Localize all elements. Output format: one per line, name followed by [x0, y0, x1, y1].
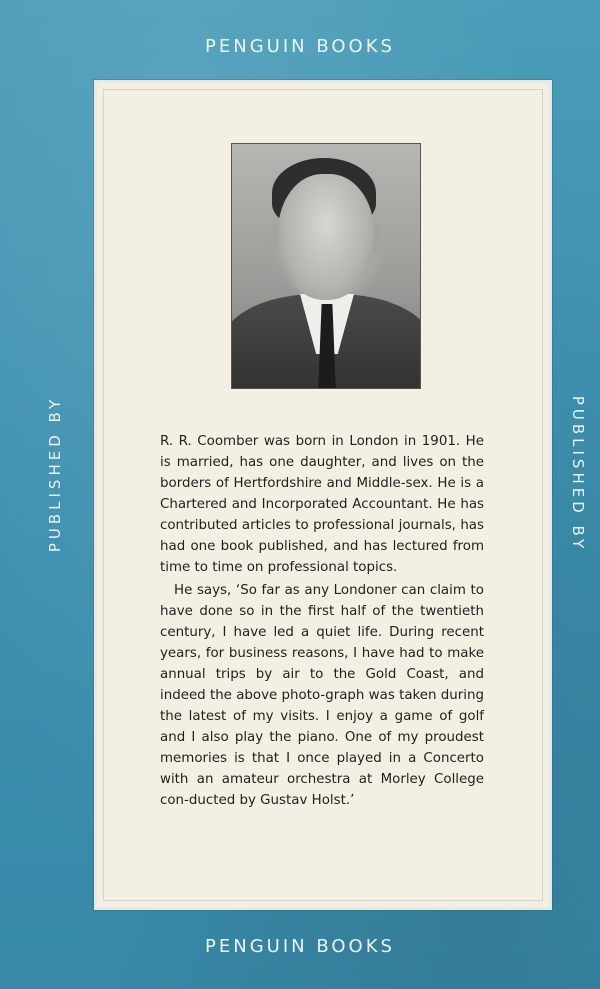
- publisher-name-bottom: PENGUIN BOOKS: [205, 936, 395, 957]
- publisher-name-top: PENGUIN BOOKS: [205, 36, 395, 57]
- photo-face: [278, 174, 374, 300]
- bio-paragraph-2: He says, ‘So far as any Londoner can claim to have done so in the first half of the twentieth century, I have led a quiet life. During recent years, for business reasons, I have had to make annual trips by air to the Gold Coast, and indeed the above photo-graph was taken during the latest of my visits. I enjoy a game of golf and I also play the piano. One of my proudest memories is that I once played in a Concerto with an amateur orchestra at Morley College con-ducted by Gustav Holst.’: [160, 583, 484, 808]
- published-by-left: PUBLISHED BY: [46, 395, 64, 553]
- author-photo: [231, 143, 421, 389]
- published-by-right: PUBLISHED BY: [569, 395, 587, 553]
- author-biography: [160, 431, 484, 813]
- bio-paragraph-1: R. R. Coomber was born in London in 1901. He is married, has one daughter, and lives on the borders of Hertfordshire and Middle-sex. He is a Chartered and Incorporated Accountant. He has contributed articles to professional journals, has had one book published, and has lectured from time to time on professional topics.: [160, 434, 484, 575]
- author-panel: [94, 80, 552, 910]
